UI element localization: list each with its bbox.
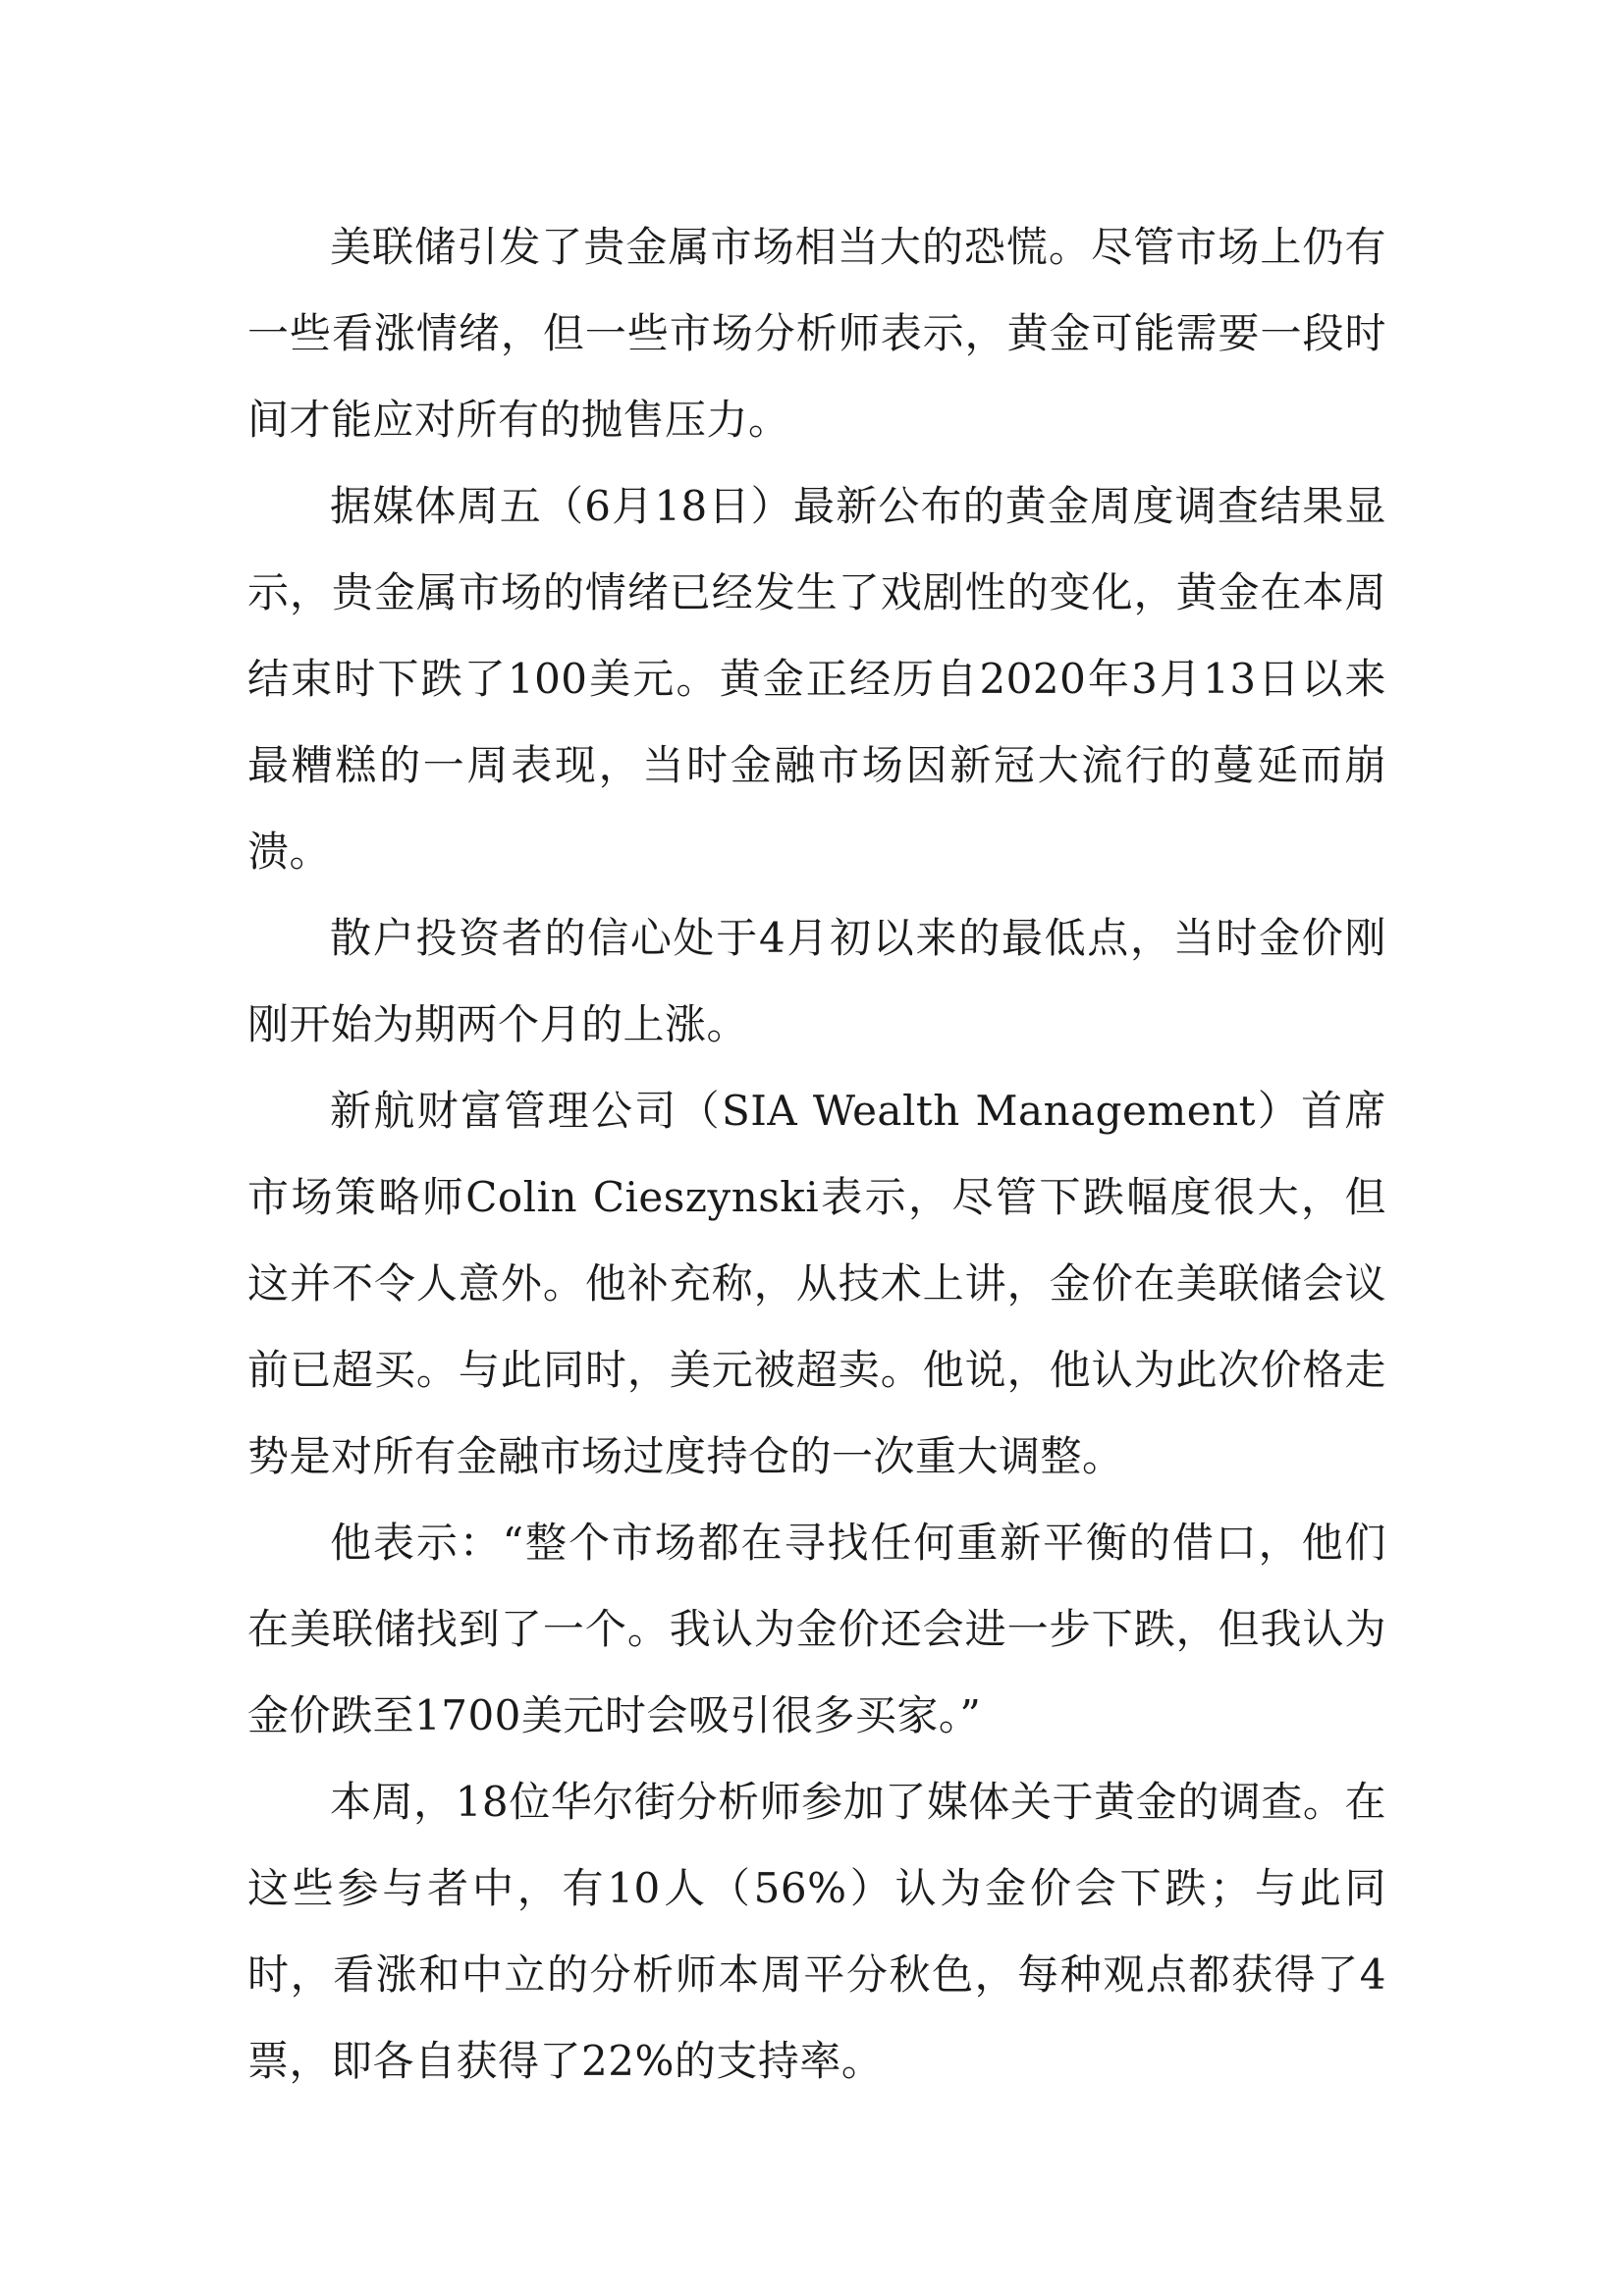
paragraph-3: 散户投资者的信心处于4月初以来的最低点，当时金价刚刚开始为期两个月的上涨。 (247, 914, 1386, 1048)
article-body (247, 204, 1386, 2105)
paragraph-1: 美联储引发了贵金属市场相当大的恐慌。尽管市场上仍有一些看涨情绪，但一些市场分析师表示，黄金可能需要一段时间才能应对所有的抛售压力。 (247, 223, 1386, 444)
paragraph-5: 他表示：“整个市场都在寻找任何重新平衡的借口，他们在美联储找到了一个。我认为金价还会进一步下跌，但我认为金价跌至1700美元时会吸引很多买家。” (247, 1519, 1386, 1739)
paragraph-4: 新航财富管理公司（SIA Wealth Management）首席市场策略师Colin Cieszynski表示，尽管下跌幅度很大，但这并不令人意外。他补充称，从技术上讲，金价在美联储会议前已超买。与此同时，美元被超卖。他说，他认为此次价格走势是对所有金融市场过度持仓的一次重大调整。 (247, 1087, 1386, 1480)
paragraph-2: 据媒体周五（6月18日）最新公布的黄金周度调查结果显示，贵金属市场的情绪已经发生了戏剧性的变化，黄金在本周结束时下跌了100美元。黄金正经历自2020年3月13日以来最糟糕的一周表现，当时金融市场因新冠大流行的蔓延而崩溃。 (247, 482, 1386, 876)
paragraph-6: 本周，18位华尔街分析师参加了媒体关于黄金的调查。在这些参与者中，有10人（56%）认为金价会下跌；与此同时，看涨和中立的分析师本周平分秋色，每种观点都获得了4票，即各自获得了22%的支持率。 (247, 1778, 1386, 2085)
